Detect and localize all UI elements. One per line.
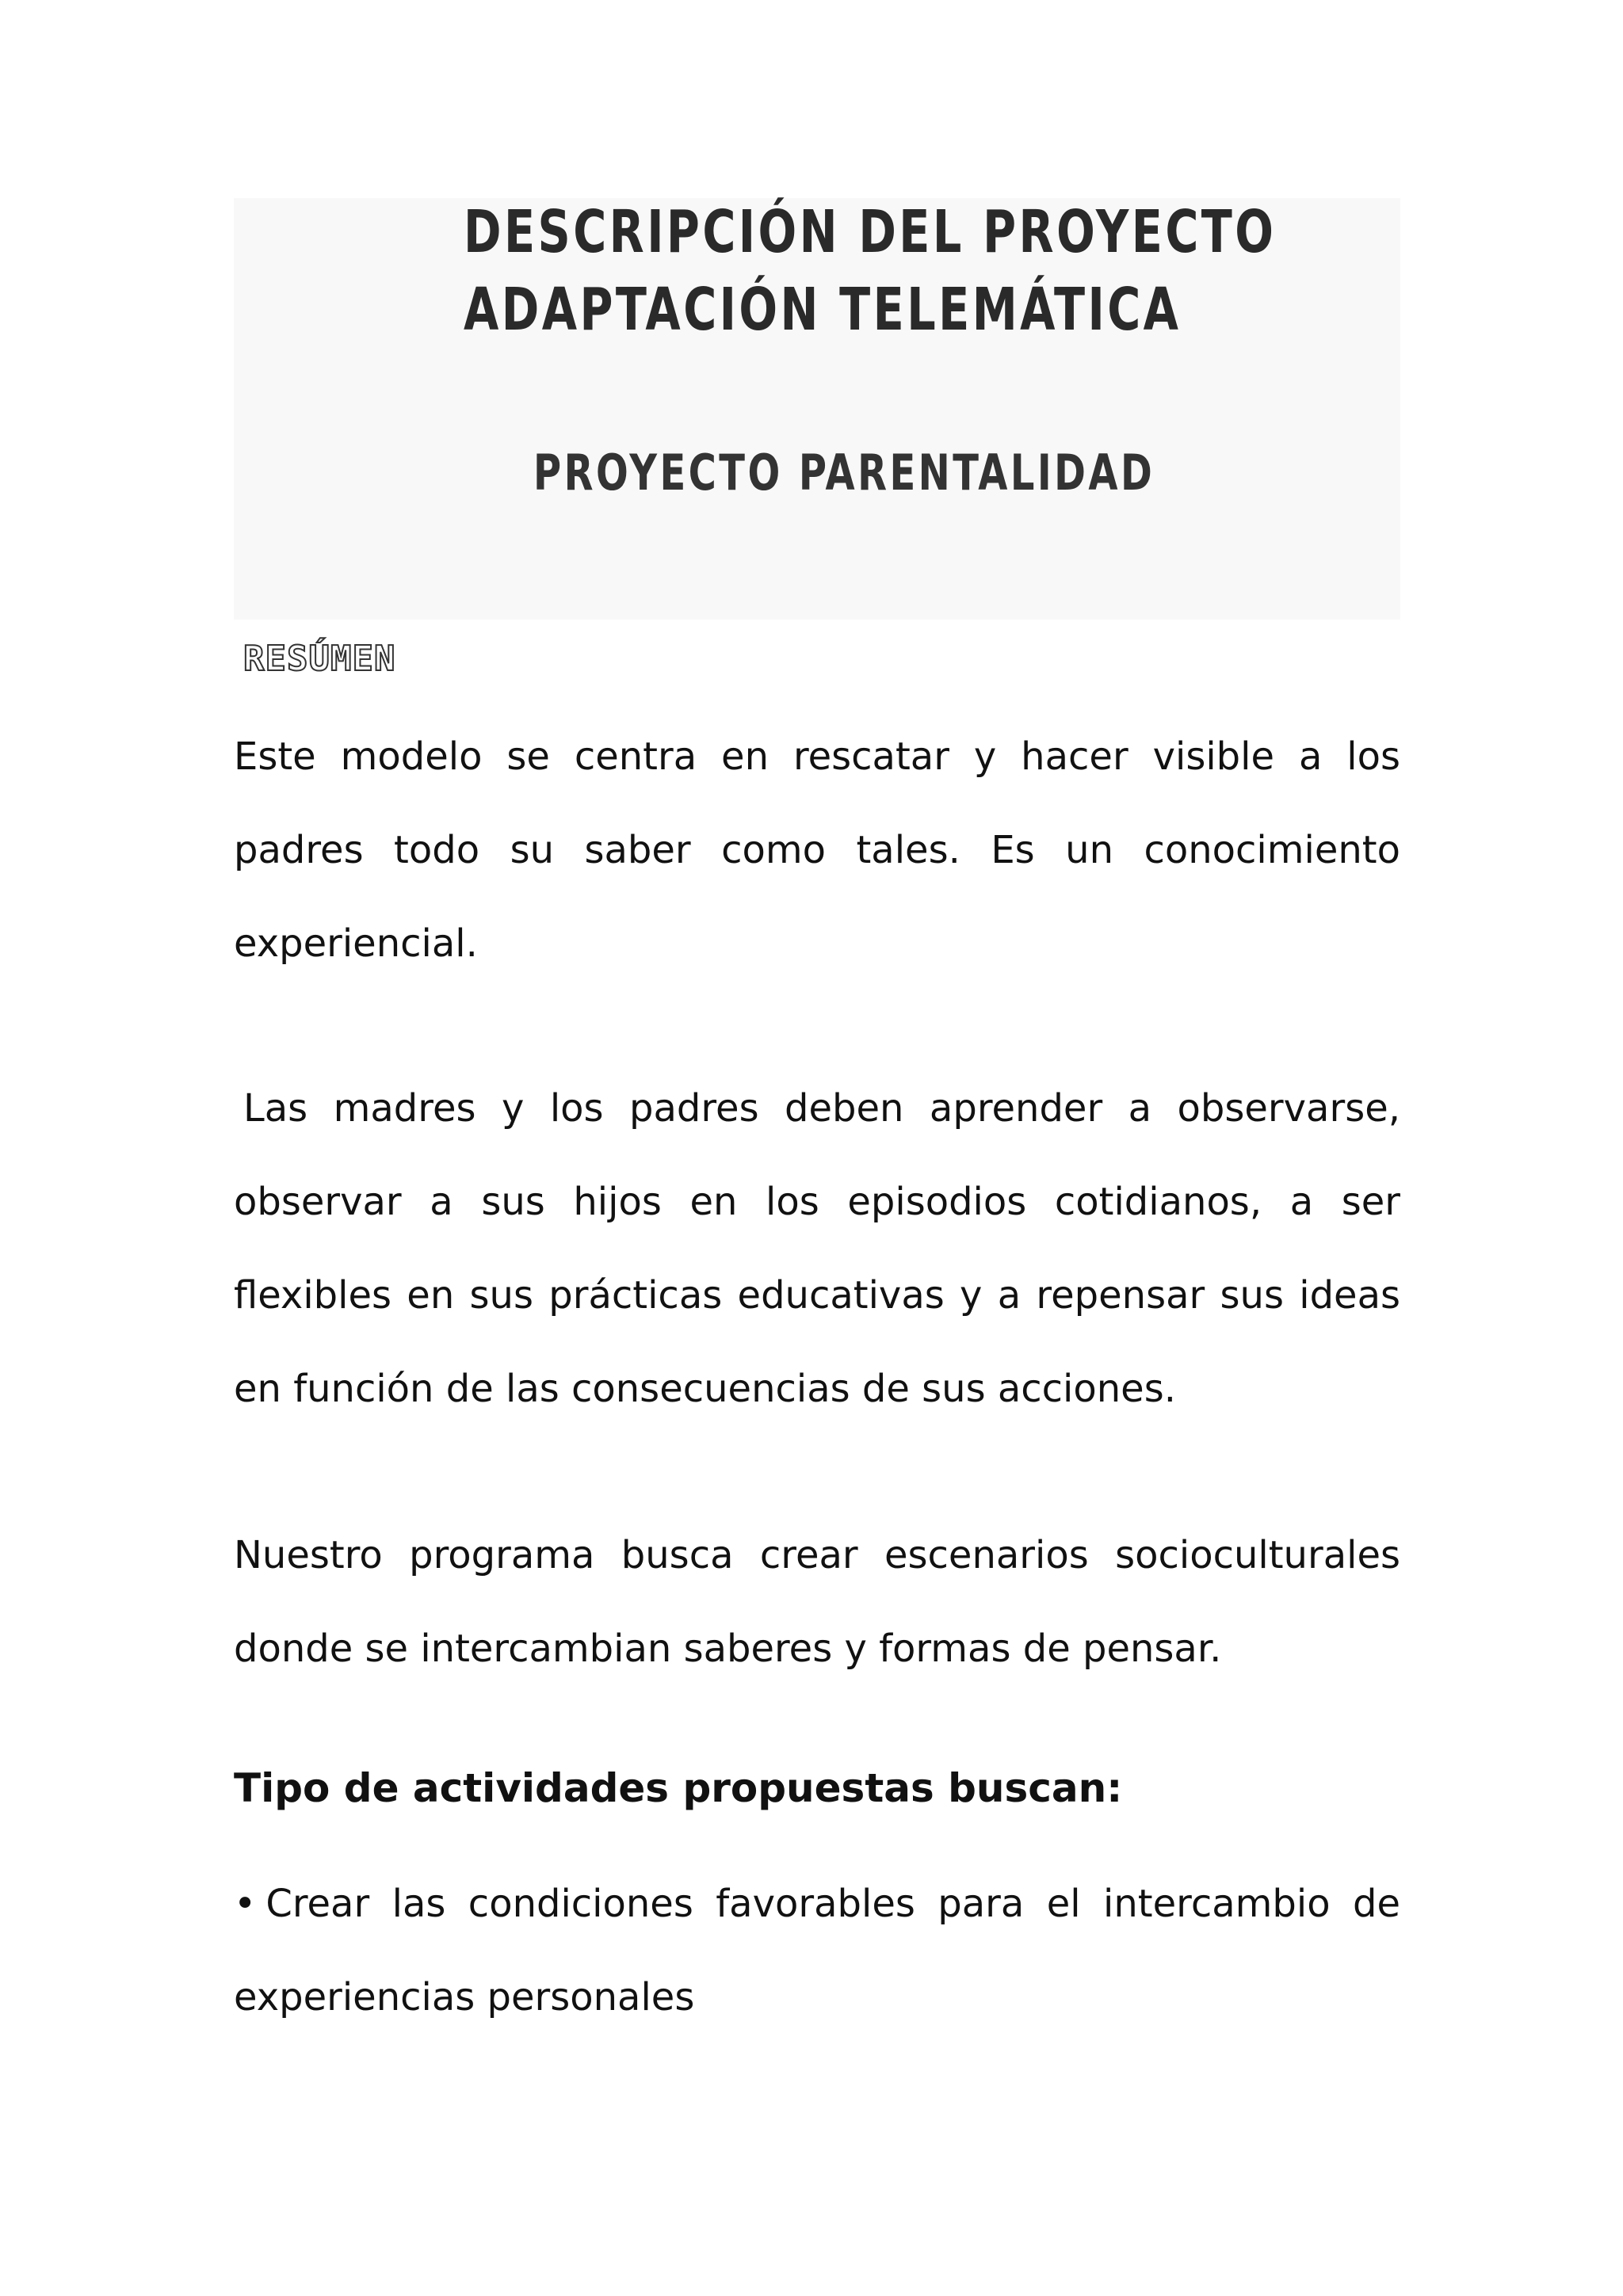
section-label-resumen: RESÚMEN	[243, 639, 396, 679]
document-title-line-2: ADAPTACIÓN TELEMÁTICA	[464, 276, 1182, 344]
activities-heading: Tipo de actividades propuestas buscan:	[234, 1765, 1123, 1811]
list-item	[234, 1857, 1400, 2044]
paragraph-3: Nuestro programa busca crear escenarios socioculturales donde se intercambian saberes y formas de pensar.	[234, 1533, 1400, 1671]
document-subtitle: PROYECTO PARENTALIDAD	[533, 444, 1155, 502]
bullet-icon: •	[234, 1882, 257, 1926]
paragraph-1: Este modelo se centra en rescatar y hacer visible a los padres todo su saber como tales. Es un conocimiento experiencial.	[234, 734, 1400, 966]
list-item-text: Crear las condiciones favorables para el intercambio de experiencias personales	[234, 1882, 1400, 2019]
paragraph-2: Las madres y los padres deben aprender a observarse, observar a sus hijos en los episodios cotidianos, a ser flexibles en sus prácticas educativas y a repensar sus ideas en función de las consecuencias de sus acciones.	[234, 1086, 1400, 1411]
document-title-line-1: DESCRIPCIÓN DEL PROYECTO	[464, 198, 1277, 266]
